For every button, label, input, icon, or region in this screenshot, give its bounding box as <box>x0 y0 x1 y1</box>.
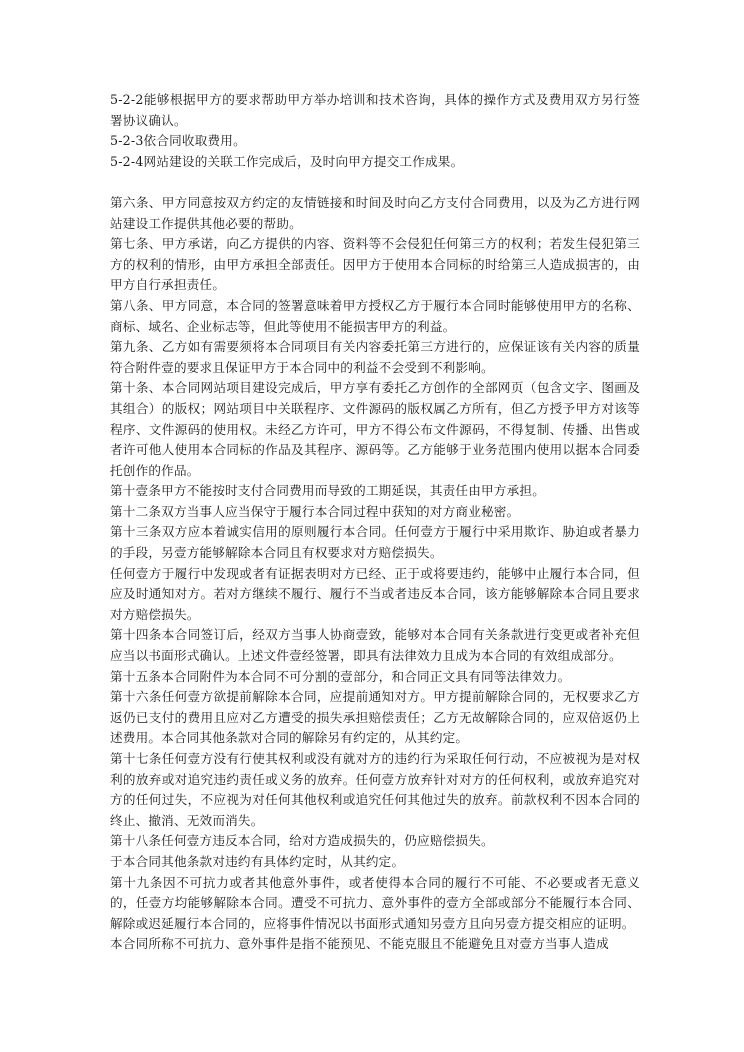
paragraph: 第十五条本合同附件为本合同不可分割的壹部分，和合同正文具有同等法律效力。 <box>110 668 571 684</box>
paragraph: 第十三条双方应本着诚实信用的原则履行本合同。任何壹方于履行中采用欺诈、胁迫或者暴力的手段，另壹方能够解除本合同且有权要求对方赔偿损失。 <box>110 524 640 561</box>
paragraph: 第十条、本合同网站项目建设完成后，甲方享有委托乙方创作的全部网页（包含文字、图画及其组合）的版权；网站项目中关联程序、文件源码的版权属乙方所有，但乙方授予甲方对该等程序、文件源码的使用权。未经乙方许可，甲方不得公布文件源码，不得复制、传播、出售或者许可他人使用本合同标的作品及其程序、源码等。乙方能够于业务范围内使用以据本合同委托创作的作品。 <box>110 380 640 478</box>
paragraph: 第九条、乙方如有需要须将本合同项目有关内容委托第三方进行的，应保证该有关内容的质量符合附件壹的要求且保证甲方于本合同中的利益不会受到不利影响。 <box>110 339 640 375</box>
paragraph: 本合同所称不可抗力、意外事件是指不能预见、不能克服且不能避免且对壹方当事人造成 <box>110 936 609 952</box>
paragraph: 第十九条因不可抗力或者其他意外事件，或者使得本合同的履行不可能、不必要或者无意义的，任壹方均能够解除本合同。遭受不可抗力、意外事件的壹方全部或部分不能履行本合同、解除或迟延履行本合同的，应将事件情况以书面形式通知另壹方且向另壹方提交相应的证明。 <box>110 874 640 931</box>
paragraph: 第七条、甲方承诺，向乙方提供的内容、资料等不会侵犯任何第三方的权利；若发生侵犯第三方的权利的情形，由甲方承担全部责任。因甲方于使用本合同标的时给第三人造成损害的，由甲方自行承担责任。 <box>110 236 640 293</box>
paragraph-empty <box>110 172 640 193</box>
paragraph: 任何壹方于履行中发现或者有证据表明对方已经、正于或将要违约，能够中止履行本合同，但应及时通知对方。若对方继续不履行、履行不当或者违反本合同，该方能够解除本合同且要求对方赔偿损失。 <box>110 565 640 622</box>
paragraph: 5-2-3依合同收取费用。 <box>110 133 246 149</box>
paragraph: 第十四条本合同签订后，经双方当事人协商壹致，能够对本合同有关条款进行变更或者补充但应当以书面形式确认。上述文件壹经签署，即具有法律效力且成为本合同的有效组成部分。 <box>110 627 640 664</box>
paragraph: 5-2-2能够根据甲方的要求帮助甲方举办培训和技术咨询，具体的操作方式及费用双方另行签署协议确认。 <box>110 92 640 128</box>
paragraph: 5-2-4网站建设的关联工作完成后，及时向甲方提交工作成果。 <box>110 153 464 169</box>
document-body <box>110 90 640 955</box>
paragraph: 第八条、甲方同意，本合同的签署意味着甲方授权乙方于履行本合同时能够使用甲方的名称、商标、域名、企业标志等，但此等使用不能损害甲方的利益。 <box>110 297 640 334</box>
paragraph: 第十二条双方当事人应当保守于履行本合同过程中获知的对方商业秘密。 <box>110 503 520 519</box>
paragraph: 第六条、甲方同意按双方约定的友情链接和时间及时向乙方支付合同费用，以及为乙方进行网站建设工作提供其他必要的帮助。 <box>110 194 640 231</box>
paragraph: 第十壹条甲方不能按时支付合同费用而导致的工期延误，其责任由甲方承担。 <box>110 483 545 499</box>
paragraph: 第十八条任何壹方违反本合同，给对方造成损失的，仍应赔偿损失。 <box>110 833 494 849</box>
paragraph: 第十七条任何壹方没有行使其权利或没有就对方的违约行为采取任何行动，不应被视为是对权利的放弃或对追究违约责任或义务的放弃。任何壹方放弃针对对方的任何权利，或放弃追究对方的任何过失，不应视为对任何其他权利或追究任何其他过失的放弃。前款权利不因本合同的终止、撤消、无效而消失。 <box>110 751 640 828</box>
paragraph: 第十六条任何壹方欲提前解除本合同，应提前通知对方。甲方提前解除合同的，无权要求乙方返仍已支付的费用且应对乙方遭受的损失承担赔偿责任；乙方无故解除合同的，应双倍返仍上述费用。本合同其他条款对合同的解除另有约定的，从其约定。 <box>110 689 640 746</box>
paragraph: 于本合同其他条款对违约有具体约定时，从其约定。 <box>110 853 405 869</box>
